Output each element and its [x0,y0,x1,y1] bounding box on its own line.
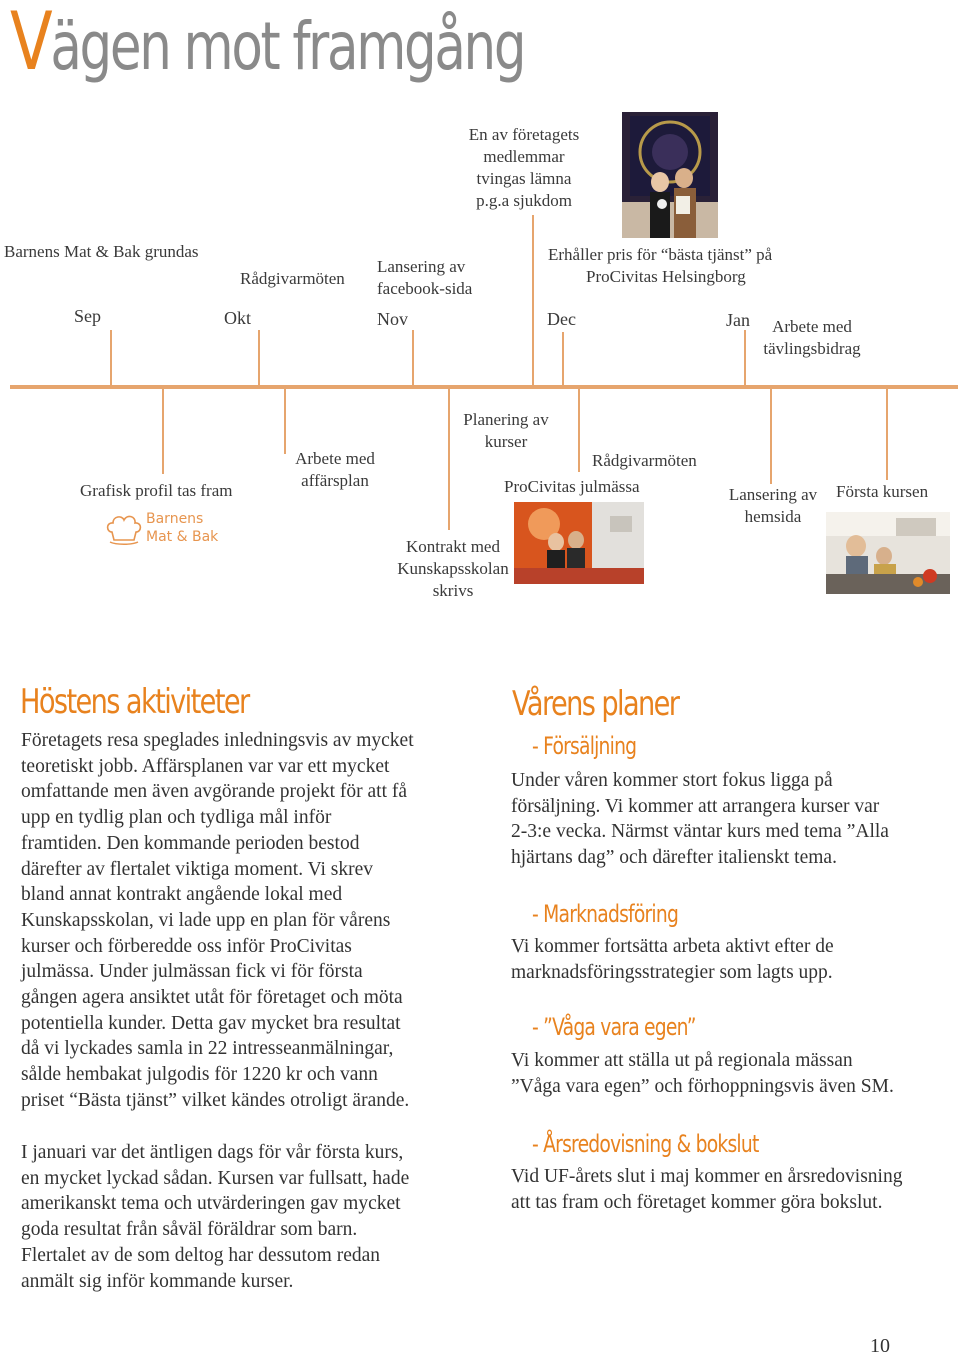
first-course-photo [826,512,950,594]
event-member-leaves: En av företagets medlemmar tvingas lämna p.g.a sjukdom [468,125,580,210]
page-title: Vägen mot framgång [10,0,525,88]
event-advisor-meetings-2: Rådgivarmöten [592,451,697,470]
page-number: 10 [870,1335,890,1357]
autumn-heading: Höstens aktiviteter [20,682,249,722]
spring-heading: Vårens planer [512,684,679,724]
event-company-founded: Barnens Mat & Bak grundas [4,242,199,261]
timeline-tick [886,388,888,480]
timeline-tick [562,332,564,386]
timeline-tick [412,330,414,386]
autumn-paragraph-1: Företagets resa speglades inledningsvis av mycket teoretiskt jobb. Affärsplanen var var ett mycket omfattande men även avgörande projekt för att få upp en tydlig plan och tydliga mål inför framtiden. Den kommande perioden bestod därefter av flertalet viktiga moment. Vi skrev bland annat kontrakt angående lokal med Kunskapsskolan, vi lade upp en plan för vårens kurser och förberedde oss inför ProCivitas julmässa. Under julmässan fick vi för första gången agera ansiktet utåt för företaget och möta potentiella kunder. Detta gav mycket bra resultat då vi lyckades samla in 22 intresseanmälningar, sålde hembakat julgodis för 1220 kr och vann priset “Bästa tjänst” vilket kändes otroligt ärande. [21,730,414,1111]
event-website-launch: Lansering av hemsida [728,485,818,526]
award-photo [622,112,718,238]
first-course-illustration [826,512,950,594]
award-photo-illustration [622,112,718,238]
timeline-tick [770,388,772,484]
timeline-tick [744,330,746,386]
timeline-tick [284,388,286,454]
event-contract-signed: Kontrakt med Kunskapsskolan skrivs [397,537,509,600]
month-label: Nov [377,309,408,329]
event-christmas-fair: ProCivitas julmässa [504,477,640,496]
event-award: Erhåller pris för “bästa tjänst” på ProCivitas Helsingborg [548,245,773,286]
event-business-plan: Arbete med affärsplan [295,449,375,490]
spring-sub-sales: - Försäljning [532,732,637,760]
month-label: Okt [224,308,251,328]
spring-text-marketing: Vi kommer fortsätta arbeta aktivt efter de marknadsföringsstrategier som lagts upp. [511,936,834,983]
spring-text-annual-report: Vid UF-årets slut i maj kommer en årsredovisning att tas fram och företaget kommer göra bokslut. [511,1166,903,1213]
spring-text-fair: Vi kommer att ställa ut på regionala mässan ”Våga vara egen” och förhoppningsvis även SM. [511,1050,894,1097]
spring-sub-fair: - ”Våga vara egen” [532,1013,696,1041]
timeline-tick [448,388,450,530]
autumn-paragraph-2: I januari var det äntligen dags för vår första kurs, en mycket lyckad sådan. Kursen var fullsatt, hade amerikanskt tema och utvärderingen gav mycket goda resultat från såväl föräldrar som barn. Flertalet av de som deltog har dessutom redan anmält sig inför kommande kurser. [21,1142,410,1292]
spring-sub-marketing: - Marknadsföring [532,900,679,928]
timeline-tick [162,388,164,474]
timeline-axis [10,385,958,389]
christmas-fair-photo [514,502,644,584]
event-advisor-meetings: Rådgivarmöten [240,269,345,288]
timeline-tick [110,330,112,386]
month-label: Jan [726,310,750,330]
company-logo: Barnens Mat & Bak [104,508,224,548]
event-facebook-launch: Lansering av facebook-sida [377,257,473,298]
chef-hat-icon [104,512,144,546]
event-competition-work: Arbete med tävlingsbidrag [763,317,861,358]
christmas-fair-illustration [514,502,644,584]
event-graphic-profile: Grafisk profil tas fram [80,481,233,500]
month-label: Sep [74,306,101,326]
month-label: Dec [547,309,576,329]
spring-text-sales: Under våren kommer stort fokus ligga på försäljning. Vi kommer att arrangera kurser var 2-3:e vecka. Närmst väntar kurs med tema ”Alla hjärtans dag” och därefter italienskt tema. [511,770,889,869]
event-first-course: Första kursen [836,482,929,501]
timeline-tick [258,330,260,386]
timeline-tick [532,215,534,386]
timeline-tick [578,388,580,472]
event-course-planning: Planering av kurser [463,410,549,451]
spring-sub-annual-report: - Årsredovisning & bokslut [532,1130,759,1158]
